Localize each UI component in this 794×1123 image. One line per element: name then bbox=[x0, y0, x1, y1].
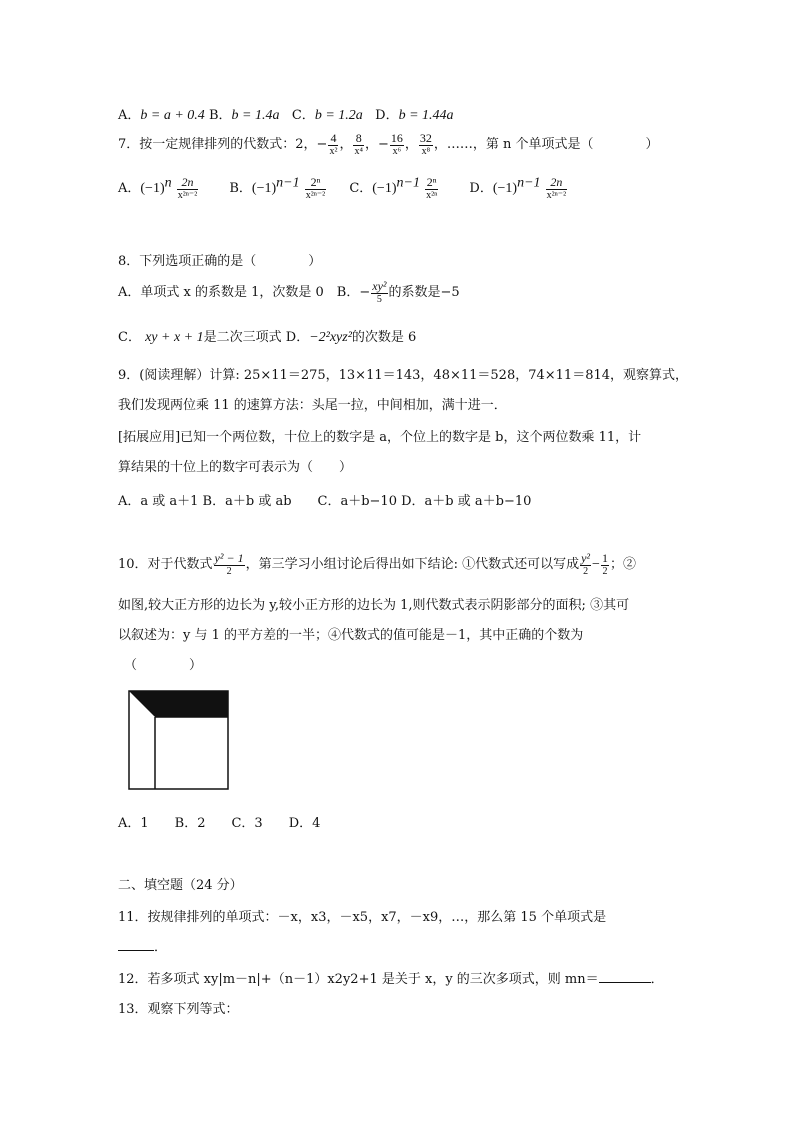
q11-text: 11．按规律排列的单项式：－x，x3，－x5，x7，－x9，…，那么第 15 个单项式是 bbox=[118, 910, 607, 925]
q10-g2-fraction bbox=[601, 552, 609, 577]
q10-options: A．1 B．2 C．3 D．4 bbox=[118, 816, 321, 831]
q10-g1-den: 2 bbox=[580, 565, 591, 577]
q7-option-a-coef: (−1) bbox=[140, 181, 165, 196]
q10-line-4: （ ） bbox=[124, 658, 203, 673]
q9-line-2: 我们发现两位乘 11 的速算方法：头尾一拉，中间相加，满十进一． bbox=[118, 398, 507, 413]
q7-f1-den: x² bbox=[329, 146, 338, 157]
q6-option-c-expr: b = 1.2a bbox=[314, 108, 363, 123]
q7-option-c-exp: n−1 bbox=[396, 175, 420, 191]
q10-g1-fraction bbox=[580, 552, 591, 577]
q6-option-b-expr: b = 1.4a bbox=[231, 108, 280, 123]
q12-end: ． bbox=[650, 972, 664, 987]
q7-stem-tail: ，……，第 n 个单项式是（ ） bbox=[433, 137, 659, 152]
q8-option-d-tail: 的次数是 6 bbox=[351, 330, 417, 345]
q7-option-d-exp: n−1 bbox=[517, 175, 541, 191]
q10-line-3: 以叙述为：y 与 1 的平方差的一半；④代数式的值可能是－1，其中正确的个数为 bbox=[118, 628, 584, 643]
q7-f2-den: x⁴ bbox=[354, 146, 363, 157]
q7-fraction-3 bbox=[390, 132, 404, 157]
section-2-title: 二、填空题（24 分） bbox=[118, 878, 243, 893]
q7-option-a-den: x²ⁿ⁻² bbox=[177, 190, 198, 201]
q7-f2-num: 8 bbox=[355, 131, 362, 145]
q7-option-a-fraction bbox=[177, 176, 198, 201]
q10-square-figure bbox=[128, 690, 230, 790]
q8-option-c-tail: 是二次三项式 D． bbox=[203, 330, 310, 345]
q8-options-ab bbox=[118, 280, 460, 305]
q7-sep-2: ，− bbox=[364, 137, 389, 152]
q7-option-c-num: 2ⁿ bbox=[426, 175, 437, 189]
q12-line bbox=[118, 968, 664, 987]
q6-option-a-expr: b = a + 0.4 bbox=[140, 108, 205, 123]
q11-end: ． bbox=[154, 940, 168, 955]
q10-main-num: y² − 1 bbox=[214, 551, 244, 565]
q7-option-d-fraction bbox=[546, 176, 567, 201]
q8-option-b-den: 5 bbox=[371, 293, 387, 305]
q12-text: 12．若多项式 xy|m－n|+（n－1）x2y2+1 是关于 x，y 的三次多项式，则 mn＝ bbox=[118, 972, 599, 987]
q7-option-d-coef: (−1) bbox=[492, 181, 518, 196]
q8-option-c-label: C． bbox=[118, 330, 141, 345]
q7-option-b-fraction bbox=[305, 176, 326, 201]
q6-options bbox=[118, 104, 454, 124]
q8-option-c-expr: xy + x + 1 bbox=[145, 330, 204, 345]
q10-g1-num: y² bbox=[581, 551, 591, 565]
q12-blank[interactable] bbox=[599, 970, 651, 983]
q9-line-1: 9．(阅读理解）计算: 25×11＝275，13×11＝143，48×11＝528，74×11＝814，观察算式， bbox=[118, 368, 689, 383]
q7-option-b-label: B． bbox=[229, 181, 252, 196]
q10-line-1 bbox=[118, 552, 636, 577]
q10-middle-text: ，第三学习小组讨论后得出如下结论: ①代数式还可以写成 bbox=[245, 557, 580, 572]
q11-blank[interactable] bbox=[118, 938, 154, 951]
q7-fraction-2 bbox=[353, 132, 364, 157]
q7-sep-3: ， bbox=[404, 137, 418, 152]
q7-option-d-den: x²ⁿ⁻² bbox=[546, 190, 567, 201]
q7-stem bbox=[118, 132, 659, 157]
q7-option-c-den: x²ⁿ bbox=[426, 190, 438, 201]
q7-option-a-exp: n bbox=[164, 175, 172, 191]
q10-g2-num: 1 bbox=[601, 551, 608, 565]
q7-option-b-coef: (−1) bbox=[251, 181, 277, 196]
q13-text: 13．观察下列等式： bbox=[118, 1002, 239, 1017]
q8-option-d-expr: −2²xyz² bbox=[309, 330, 352, 345]
q7-option-c-coef: (−1) bbox=[372, 181, 397, 196]
q9-line-4: 算结果的十位上的数字可表示为（ ） bbox=[118, 460, 353, 475]
q7-fraction-1 bbox=[328, 132, 338, 157]
q8-option-b-tail: 的系数是−5 bbox=[388, 285, 460, 300]
q10-main-den: 2 bbox=[214, 565, 245, 577]
q7-f4-den: x⁸ bbox=[419, 145, 433, 157]
q7-sep-1: ， bbox=[339, 137, 353, 152]
q6-option-d-label: D． bbox=[375, 108, 399, 123]
q7-f1-num: 4 bbox=[330, 131, 337, 145]
q10-line-2: 如图,较大正方形的边长为 y,较小正方形的边长为 1,则代数式表示阴影部分的面积; ③其可 bbox=[118, 598, 630, 613]
q7-f3-den: x⁶ bbox=[390, 145, 404, 157]
q7-option-a-label: A． bbox=[118, 181, 141, 196]
q7-option-a-num: 2n bbox=[181, 175, 194, 189]
q7-f3-num: 16 bbox=[390, 131, 403, 145]
q11-answer-line bbox=[118, 936, 167, 955]
q10-prefix: 10．对于代数式 bbox=[118, 557, 213, 572]
q10-minus: − bbox=[592, 557, 600, 572]
q7-stem-text: 7．按一定规律排列的代数式：2，− bbox=[118, 137, 328, 152]
q8-option-b-fraction bbox=[371, 280, 387, 305]
q6-option-b-label: B． bbox=[208, 108, 232, 123]
q7-option-b-exp: n−1 bbox=[276, 175, 300, 191]
q7-option-d-num: 2n bbox=[550, 175, 563, 189]
q7-option-b-den: x²ⁿ⁻² bbox=[305, 190, 326, 201]
q6-option-c-label: C． bbox=[291, 108, 315, 123]
q8-options-cd bbox=[118, 326, 416, 346]
q6-option-d-expr: b = 1.44a bbox=[398, 108, 454, 123]
q9-options: A．a 或 a＋1 B．a＋b 或 ab C．a＋b−10 D．a＋b 或 a＋b−10 bbox=[118, 494, 532, 509]
q7-f4-num: 32 bbox=[419, 131, 432, 145]
q10-main-fraction bbox=[214, 552, 245, 577]
q8-stem-text: 8．下列选项正确的是（ ） bbox=[118, 254, 322, 269]
q9-line-3: [拓展应用]已知一个两位数，十位上的数字是 a，个位上的数字是 b，这个两位数乘 11，计 bbox=[118, 430, 642, 445]
q7-options bbox=[118, 176, 568, 201]
q10-end: ；② bbox=[609, 557, 636, 572]
q7-option-d-label: D． bbox=[469, 181, 493, 196]
q8-stem bbox=[118, 250, 321, 269]
q10-g2-den: 2 bbox=[602, 566, 608, 577]
q6-option-a-label: A． bbox=[118, 108, 141, 123]
q7-option-c-label: C． bbox=[349, 181, 373, 196]
q8-option-a: A．单项式 x 的系数是 1，次数是 0 B．− bbox=[118, 285, 371, 300]
q7-option-b-num: 2ⁿ bbox=[310, 175, 321, 189]
q8-option-b-num: xy² bbox=[372, 279, 387, 293]
q7-option-c-fraction bbox=[425, 176, 438, 201]
q7-fraction-4 bbox=[419, 132, 433, 157]
